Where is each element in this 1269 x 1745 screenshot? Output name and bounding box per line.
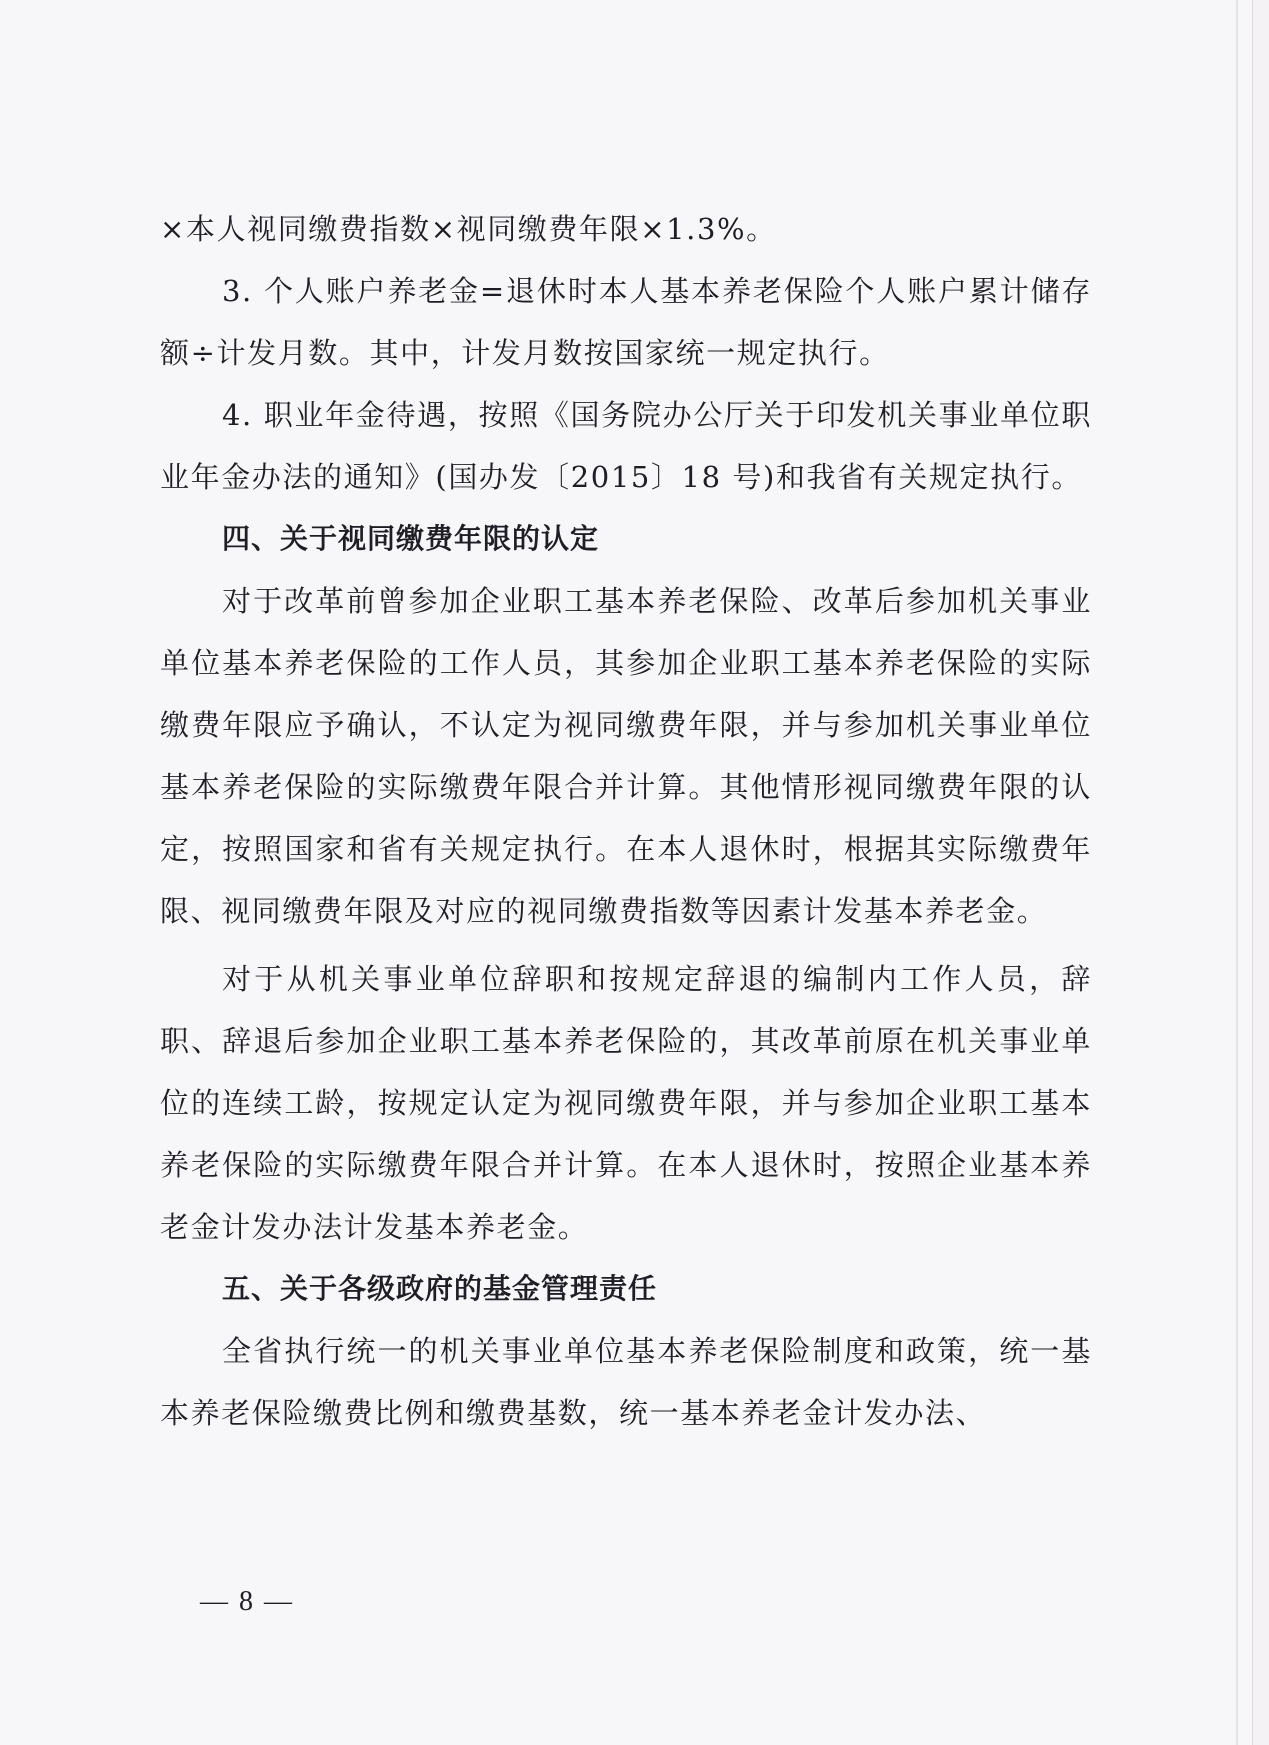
paragraph-resigned-staff: 对于从机关事业单位辞职和按规定辞退的编制内工作人员，辞职、辞退后参加企业职工基本养老保险的，其改革前原在机关事业单位的连续工龄，按规定认定为视同缴费年限，并与参加企业职工基本养老保险的实际缴费年限合并计算。在本人退休时，按照企业基本养老金计发办法计发基本养老金。 bbox=[160, 962, 1092, 1244]
paragraph-formula-continuation: ×本人视同缴费指数×视同缴费年限×1.3%。 bbox=[160, 212, 777, 246]
paragraph-unified-system: 全省执行统一的机关事业单位基本养老保险制度和政策，统一基本养老保险缴费比例和缴费基数，统一基本养老金计发办法、 bbox=[160, 1334, 1092, 1430]
section-heading-5: 五、关于各级政府的基金管理责任 bbox=[222, 1272, 658, 1305]
page-fold-shadow bbox=[1236, 0, 1238, 1745]
paragraph-occupational-annuity: 4. 职业年金待遇，按照《国务院办公厅关于印发机关事业单位职业年金办法的通知》(国办发〔2015〕18 号)和我省有关规定执行。 bbox=[160, 398, 1092, 494]
page-number: — 8 — bbox=[200, 1586, 294, 1617]
document-body bbox=[160, 198, 1092, 1444]
paragraph-personal-account-pension: 3. 个人账户养老金=退休时本人基本养老保险个人账户累计储存额÷计发月数。其中，计发月数按国家统一规定执行。 bbox=[160, 274, 1092, 370]
paragraph-deemed-contribution-years: 对于改革前曾参加企业职工基本养老保险、改革后参加机关事业单位基本养老保险的工作人员，其参加企业职工基本养老保险的实际缴费年限应予确认，不认定为视同缴费年限，并与参加机关事业单位基本养老保险的实际缴费年限合并计算。其他情形视同缴费年限的认定，按照国家和省有关规定执行。在本人退休时，根据其实际缴费年限、视同缴费年限及对应的视同缴费指数等因素计发基本养老金。 bbox=[160, 584, 1092, 928]
section-heading-4: 四、关于视同缴费年限的认定 bbox=[222, 522, 600, 555]
